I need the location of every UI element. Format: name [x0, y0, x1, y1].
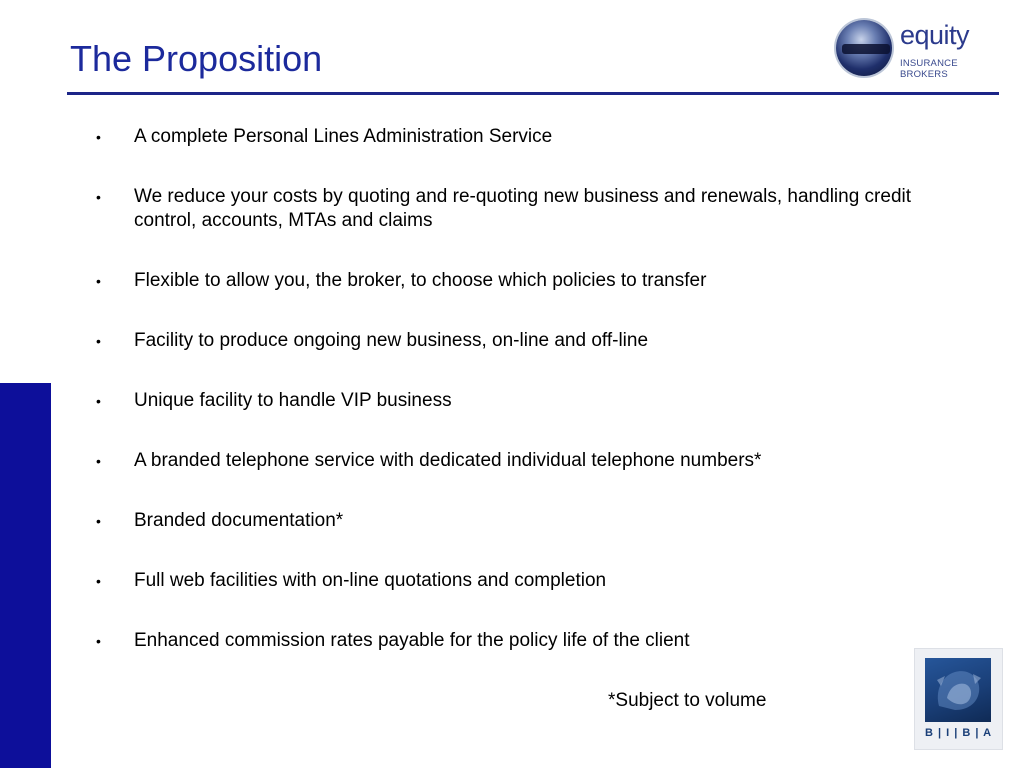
bullet-text: A branded telephone service with dedicated individual telephone numbers* [134, 450, 762, 471]
bullet-text: Enhanced commission rates payable for the policy life of the client [134, 630, 690, 651]
bullet-text: A complete Personal Lines Administration Service [134, 126, 553, 147]
bullet-icon: • [96, 273, 101, 289]
bullet-item [96, 569, 926, 593]
logo-subtitle: INSURANCE BROKERS [900, 58, 958, 80]
bullet-text: Full web facilities with on-line quotations and completion [134, 570, 607, 591]
slide-title: The Proposition [70, 38, 323, 79]
bullet-item [96, 509, 926, 533]
title-divider [67, 92, 999, 95]
bullet-text: Branded documentation* [134, 510, 344, 531]
biba-wordmark: B | I | B | A [924, 727, 993, 739]
bullet-text: Facility to produce ongoing new business, on-line and off-line [134, 330, 649, 351]
bullet-item [96, 389, 926, 413]
footnote: *Subject to volume [608, 690, 767, 711]
globe-icon [836, 20, 892, 76]
bullet-item [96, 629, 926, 653]
bullet-item [96, 125, 926, 149]
side-accent-bar [0, 383, 51, 768]
bullet-icon: • [96, 393, 101, 409]
biba-logo [914, 648, 1003, 750]
bullet-icon: • [96, 573, 101, 589]
bullet-text: Flexible to allow you, the broker, to choose which policies to transfer [134, 270, 707, 291]
bullet-text: Unique facility to handle VIP business [134, 390, 452, 411]
equity-logo [834, 18, 1004, 80]
bullet-icon: • [96, 513, 101, 529]
logo-wordmark: equity [900, 20, 970, 50]
bullet-item [96, 269, 926, 293]
bullet-item [96, 449, 926, 473]
bullet-icon: • [96, 129, 101, 145]
bullet-icon: • [96, 189, 101, 205]
bullet-item [96, 329, 926, 353]
bullet-text: We reduce your costs by quoting and re-quoting new business and renewals, handling credit control, accounts, MTAs and claims [134, 186, 912, 231]
bullet-icon: • [96, 453, 101, 469]
bullet-list [96, 125, 926, 653]
bullet-item [96, 185, 926, 233]
bullet-icon: • [96, 633, 101, 649]
bullet-icon: • [96, 333, 101, 349]
lion-icon [925, 658, 991, 722]
